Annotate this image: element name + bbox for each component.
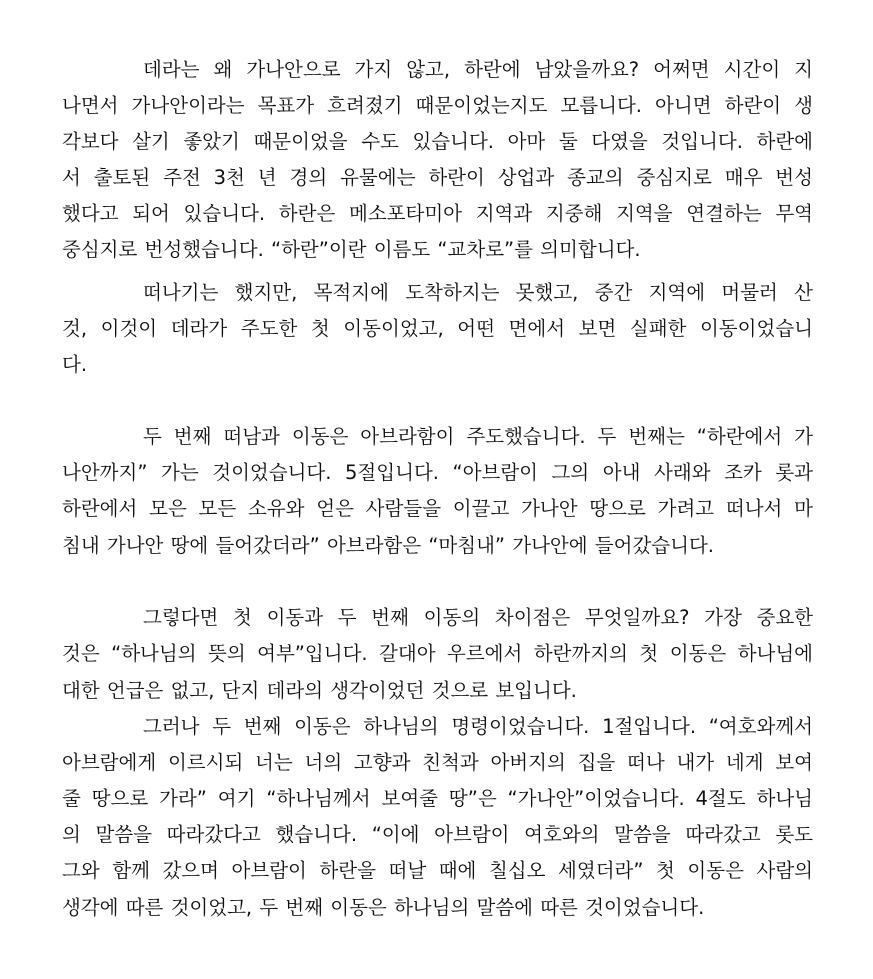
- text-line: 침내 가나안 땅에 들어갔더라” 아브라함은 “마침내” 가나안에 들어갔습니다.: [62, 534, 715, 557]
- text-line: 떠나기는 했지만, 목적지에 도착하지는 못했고, 중간 지역에 머물러 산: [143, 281, 813, 304]
- text-line: 대한 언급은 없고, 단지 데라의 생각이었던 것으로 보입니다.: [62, 679, 577, 702]
- text-line: 중심지로 번성했습니다. “하란”이란 이름도 “교차로”를 의미합니다.: [62, 238, 641, 261]
- text-line: 서 출토된 주전 3천 년 경의 유물에는 하란이 상업과 종교의 중심지로 매우 번성: [62, 166, 813, 189]
- text-line: 의 말씀을 따라갔다고 했습니다. “이에 아브람이 여호와의 말씀을 따라갔고 롯도: [62, 823, 813, 846]
- text-line: 아브람에게 이르시되 너는 너의 고향과 친척과 아버지의 집을 떠나 내가 네게 보여: [62, 751, 813, 774]
- text-line: 생각에 따른 것이었고, 두 번째 이동은 하나님의 말씀에 따른 것이었습니다.: [62, 896, 705, 919]
- text-line: 나면서 가나안이라는 목표가 흐려졌기 때문이었는지도 모릅니다. 아니면 하란이 생: [62, 94, 813, 117]
- text-line: 나안까지” 가는 것이었습니다. 5절입니다. “아브람이 그의 아내 사래와 조카 롯과: [62, 461, 813, 484]
- text-line: 두 번째 떠남과 이동은 아브라함이 주도했습니다. 두 번째는 “하란에서 가: [143, 425, 813, 448]
- text-line: 그와 함께 갔으며 아브람이 하란을 떠날 때에 칠십오 세였더라” 첫 이동은 사람의: [62, 859, 813, 882]
- text-line: 그렇다면 첫 이동과 두 번째 이동의 차이점은 무엇일까요? 가장 중요한: [143, 606, 813, 629]
- text-line: 각보다 살기 좋았기 때문이었을 수도 있습니다. 아마 둘 다였을 것입니다. 하란에: [62, 130, 813, 153]
- text-line: 것, 이것이 데라가 주도한 첫 이동이었고, 어떤 면에서 보면 실패한 이동이었습니: [62, 317, 813, 340]
- text-line: 것은 “하나님의 뜻의 여부”입니다. 갈대아 우르에서 하란까지의 첫 이동은 하나님에: [62, 642, 813, 665]
- text-line: 줄 땅으로 가라” 여기 “하나님께서 보여줄 땅”은 “가나안”이었습니다. 4절도 하나님: [62, 787, 813, 810]
- text-line: 데라는 왜 가나안으로 가지 않고, 하란에 남았을까요? 어쩌면 시간이 지: [143, 58, 813, 81]
- text-line: 하란에서 모은 모든 소유와 얻은 사람들을 이끌고 가나안 땅으로 가려고 떠나서 마: [62, 497, 813, 520]
- text-line: 다.: [62, 353, 88, 376]
- text-line: 그러나 두 번째 이동은 하나님의 명령이었습니다. 1절입니다. “여호와께서: [143, 715, 813, 738]
- text-line: 했다고 되어 있습니다. 하란은 메소포타미아 지역과 지중해 지역을 연결하는 무역: [62, 202, 813, 225]
